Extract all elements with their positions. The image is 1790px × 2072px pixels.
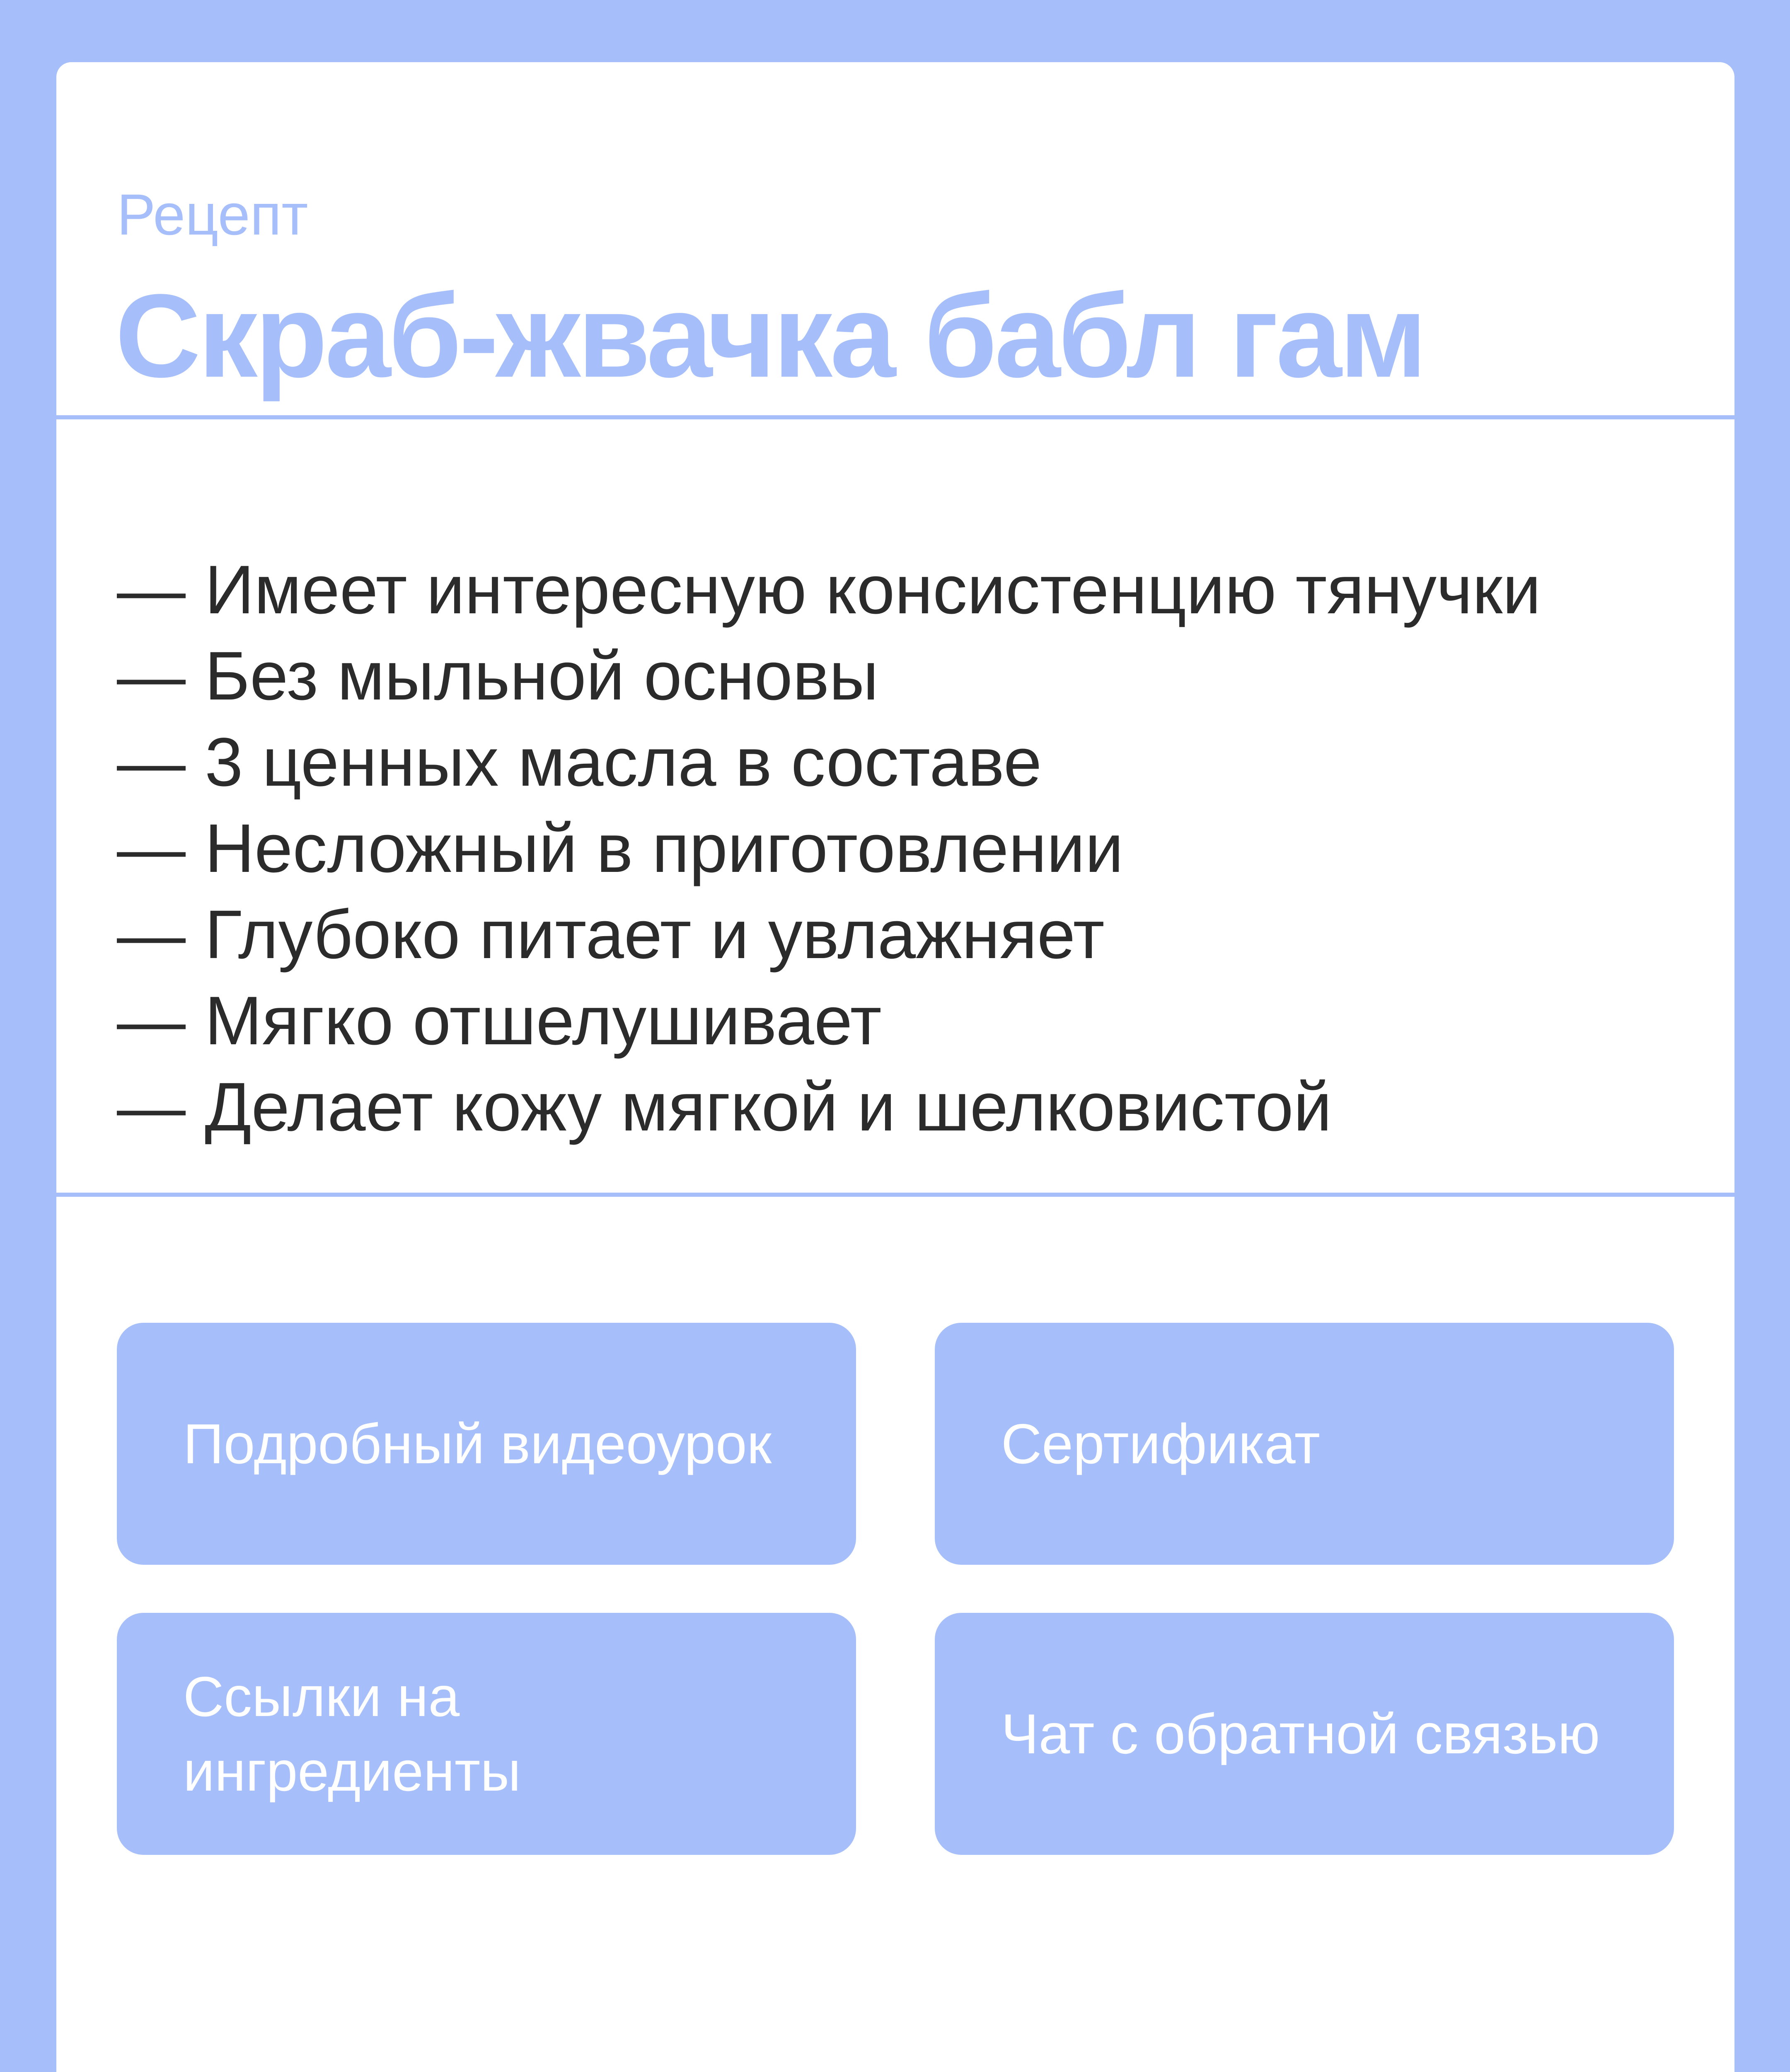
tile-label: Ссылки на ингредиенты: [183, 1665, 521, 1803]
feature-item: — Имеет интересную консистенцию тянучки: [117, 552, 1541, 628]
feature-item: — Без мыльной основы: [117, 638, 879, 714]
bottom-divider: [56, 1193, 1734, 1197]
top-divider: [56, 415, 1734, 419]
feature-item: — Несложный в приготовлении: [117, 810, 1124, 887]
feature-list: [117, 547, 1541, 1150]
video-lesson-tile: [117, 1323, 856, 1565]
feature-item: — Делает кожу мягкой и шелковистой: [117, 1069, 1332, 1145]
tile-label: Сертификат: [1001, 1412, 1321, 1475]
recipe-eyebrow: Рецепт: [117, 182, 308, 247]
tile-label: Подробный видеоурок: [183, 1412, 772, 1475]
ingredient-links-tile: [117, 1613, 856, 1855]
certificate-tile: [935, 1323, 1674, 1565]
recipe-card: [56, 62, 1734, 2072]
feature-item: — Мягко отшелушивает: [117, 983, 882, 1059]
feature-item: — Глубоко питает и увлажняет: [117, 896, 1105, 973]
tile-label: Чат с обратной связью: [1001, 1702, 1600, 1765]
feature-item: — 3 ценных масла в составе: [117, 724, 1042, 801]
feedback-chat-tile: [935, 1613, 1674, 1855]
recipe-title: Скраб-жвачка бабл гам: [115, 269, 1425, 402]
